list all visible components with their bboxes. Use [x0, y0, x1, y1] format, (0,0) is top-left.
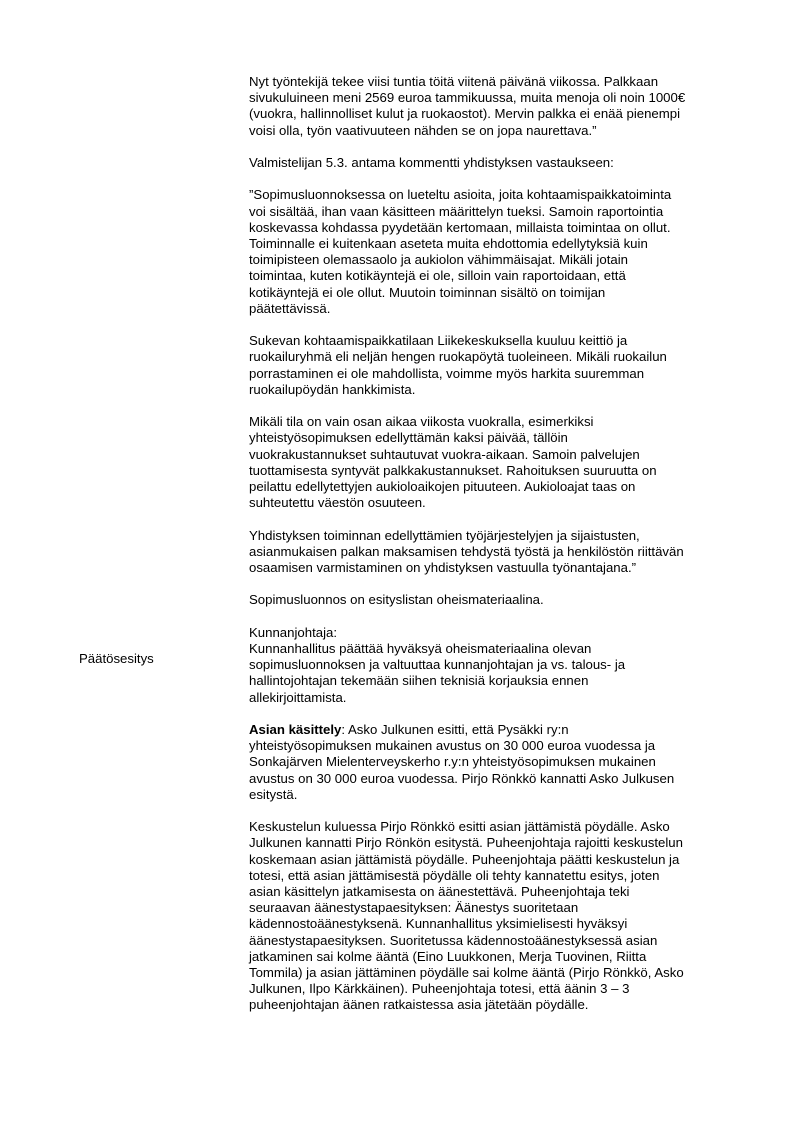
- paragraph-decision-proposal: Kunnanjohtaja: Kunnanhallitus päättää hyväksyä oheismateriaalina olevan sopimusluonnoksen ja valtuuttaa kunnanjohtajan ja vs. talous- ja hallintojohtajan tekemään siihen teknisiä korjauksia ennen allekirjoittamista.: [249, 624, 626, 705]
- paragraph-asian-kasittely: Asian käsittely: Asko Julkunen esitti, että Pysäkki ry:n yhteistyösopimuksen mukainen avustus on 30 000 euroa vuodessa ja Sonkajärven Mielenterveyskerho r.y:n yhteistyösopimuksen mukainen avustus on 30 000 euroa vuodessa. Pirjo Rönkkö kannatti Asko Julkusen esitystä.: [249, 722, 739, 803]
- document-body: [249, 74, 739, 1030]
- paragraph-attachment-note: Sopimusluonnos on esityslistan oheismateriaalina.: [249, 592, 544, 608]
- paragraph-discussion-vote: Keskustelun kuluessa Pirjo Rönkkö esitti asian jättämistä pöydälle. Asko Julkunen kannatti Pirjo Rönkön esitystä. Puheenjohtaja rajoitti keskustelun koskemaan asian jättämistä pöydälle. Puheenjohtaja päätti keskustelun ja totesi, että asian jättämisestä pöydälle oli tehty kannatettu esitys, joten asian käsittelyn jatkamisesta on äänestettävä. Puheenjohtaja teki seuraavan äänestystapaesityksen: Äänestys suoritetaan kädennostoäänestyksenä. Kunnanhallitus yksimielisesti hyväksyi äänestystapaesityksen. Suoritetussa kädennostoäänestyksessä asian jatkaminen sai kolme ääntä (Eino Luukkonen, Merja Tuovinen, Riitta Tommila) ja asian jättäminen pöydälle sai kolme ääntä (Pirjo Rönkkö, Asko Julkunen, Ilpo Kärkkäinen). Puheenjohtaja totesi, että äänin 3 – 3 puheenjohtajan äänen ratkaistessa asia jätetään pöydälle.: [249, 819, 684, 1013]
- asian-kasittely-label: Asian käsittely: [249, 722, 342, 737]
- paragraph-preparer-comment-intro: Valmistelijan 5.3. antama kommentti yhdistyksen vastaukseen:: [249, 155, 614, 170]
- paragraph-sukeva-premises: Sukevan kohtaamispaikkatilaan Liikekeskuksella kuuluu keittiö ja ruokailuryhmä eli neljän hengen ruokapöytä tuoleineen. Mikäli ruokailun porrastaminen ei ole mahdollista, voimme myös harkita suuremman ruokailupöydän hankkimista.: [249, 333, 667, 397]
- paragraph-contract-draft: ”Sopimusluonnoksessa on lueteltu asioita, joita kohtaamispaikkatoiminta voi sisältää, ihan vaan käsitteen määrittelyn tueksi. Samoin raportointia koskevassa kohdassa pyydetään kertomaan, millaista toimintaa on ollut. Toiminnalle ei kuitenkaan aseteta muita ehdottomia edellytyksiä kuin toimipisteen olemassaolo ja aukiolon vähimmäisajat. Mikäli jotain toimintaa, kuten kotikäyntejä ei ole, silloin vain raportoidaan, että kotikäyntejä ei ole ollut. Muutoin toiminnan sisältö on toimijan päätettävissä.: [249, 187, 672, 316]
- paragraph-employer-responsibility: Yhdistyksen toiminnan edellyttämien työjärjestelyjen ja sijaistusten, asianmukaisen palkan maksamisen tehdystä työstä ja henkilöstön riittävän osaamisen varmistaminen on yhdistyksen vastuulla työnantajana.”: [249, 527, 684, 576]
- paragraph-rent-costs: Mikäli tila on vain osan aikaa viikosta vuokralla, esimerkiksi yhteistyösopimuksen edellyttämän kaksi päivää, tällöin vuokrakustannukset suhtautuvat vuokra-aikaan. Samoin palvelujen tuottamisesta syntyvät palkkakustannukset. Rahoituksen suuruutta on peilattu edellytettyjen aukioloaikojen pituuteen. Aukioloajat taas on suhteutettu väestön osuuteen.: [249, 414, 657, 511]
- paragraph-staff-cost: Nyt työntekijä tekee viisi tuntia töitä viitenä päivänä viikossa. Palkkaan sivukuluineen meni 2569 euroa tammikuussa, muita menoja oli noin 1000€ (vuokra, hallinnolliset kulut ja ruokaostot). Mervin palkka ei enää pienempi voisi olla, työn vaativuuteen nähden se on jopa naurettava.”: [249, 74, 686, 138]
- decision-proposal-label: Päätösesitys: [79, 651, 154, 666]
- asian-kasittely-first-line: Asian käsittely: Asko Julkunen esitti, että Pysäkki ry:n: [249, 722, 569, 737]
